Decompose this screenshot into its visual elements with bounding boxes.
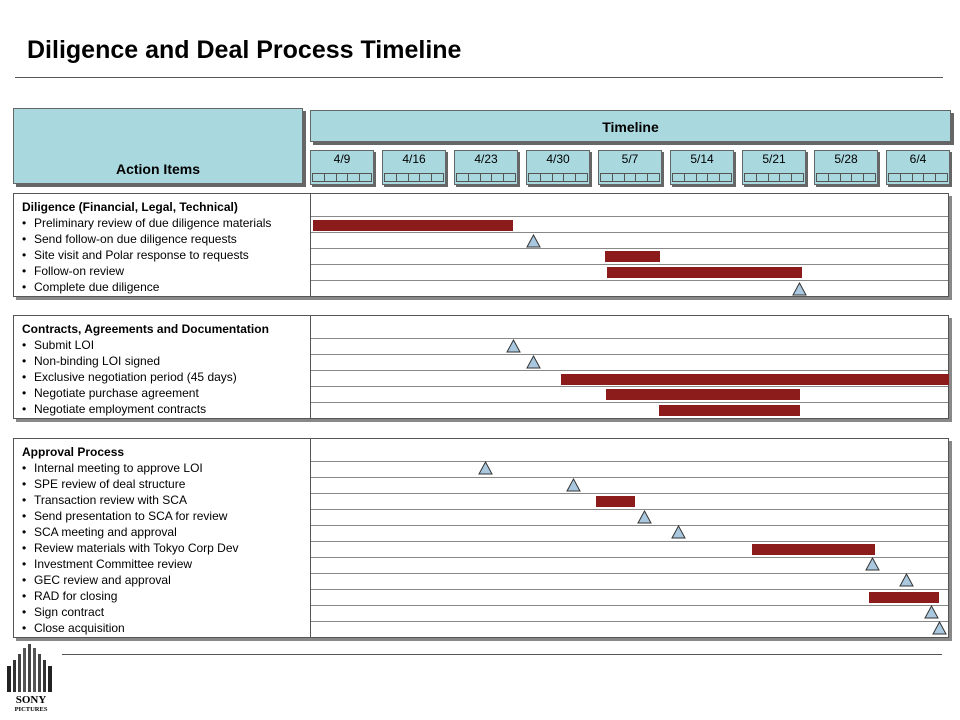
- milestone-icon: [506, 339, 521, 353]
- week-label: 6/4: [909, 152, 927, 166]
- week-header: [742, 150, 806, 185]
- action-items-label: Action Items: [115, 161, 200, 177]
- week-label: 4/9: [333, 152, 351, 166]
- timeline-grid: [311, 316, 948, 418]
- timeline-bar: [605, 251, 660, 262]
- timeline-grid: [311, 439, 948, 637]
- logo-line2: PICTURES: [14, 706, 48, 713]
- week-label: 5/21: [762, 152, 786, 166]
- sony-pictures-logo: [5, 640, 59, 714]
- timeline-bar: [869, 592, 939, 603]
- week-header: [526, 150, 590, 185]
- logo-rays-icon: [7, 644, 52, 692]
- logo-line1: SONY: [15, 694, 47, 706]
- action-item: • Complete due diligence: [22, 280, 160, 294]
- week-days: [312, 173, 372, 182]
- action-item: • Negotiate employment contracts: [22, 402, 207, 416]
- week-header: [598, 150, 662, 185]
- timeline-bar: [313, 220, 513, 231]
- grid-line: [311, 525, 948, 526]
- timeline-bar: [752, 544, 875, 555]
- grid-line: [311, 248, 948, 249]
- action-item: • Send follow-on due diligence requests: [22, 232, 237, 246]
- approval-section: [13, 438, 949, 638]
- grid-line: [311, 541, 948, 542]
- grid-line: [311, 354, 948, 355]
- section-title: Contracts, Agreements and Documentation: [22, 322, 269, 336]
- week-days: [528, 173, 588, 182]
- action-item: • Negotiate purchase agreement: [22, 386, 199, 400]
- week-header: [814, 150, 878, 185]
- milestone-icon: [865, 557, 880, 571]
- action-item: • Send presentation to SCA for review: [22, 509, 228, 523]
- page-title: Diligence and Deal Process Timeline: [27, 36, 462, 64]
- action-item: • Follow-on review: [22, 264, 125, 278]
- milestone-icon: [899, 573, 914, 587]
- milestone-icon: [478, 461, 493, 475]
- action-item: • RAD for closing: [22, 589, 118, 603]
- timeline-bar: [561, 374, 949, 385]
- milestone-icon: [792, 282, 807, 296]
- grid-line: [311, 477, 948, 478]
- action-item: • Sign contract: [22, 605, 105, 619]
- title-divider: [15, 77, 943, 78]
- grid-line: [311, 370, 948, 371]
- milestone-icon: [671, 525, 686, 539]
- grid-line: [311, 338, 948, 339]
- timeline-label: Timeline: [602, 119, 659, 135]
- action-item: • Close acquisition: [22, 621, 125, 635]
- action-item: • Non-binding LOI signed: [22, 354, 161, 368]
- timeline-bar: [659, 405, 800, 416]
- grid-line: [311, 605, 948, 606]
- section-title: Diligence (Financial, Legal, Technical): [22, 200, 238, 214]
- grid-line: [311, 557, 948, 558]
- grid-line: [311, 509, 948, 510]
- week-days: [888, 173, 948, 182]
- week-days: [744, 173, 804, 182]
- grid-line: [311, 232, 948, 233]
- action-item: • GEC review and approval: [22, 573, 171, 587]
- week-label: 5/7: [621, 152, 639, 166]
- action-item: • Internal meeting to approve LOI: [22, 461, 203, 475]
- timeline-header: [310, 110, 951, 142]
- grid-line: [311, 573, 948, 574]
- grid-line: [311, 280, 948, 281]
- milestone-icon: [924, 605, 939, 619]
- milestone-icon: [566, 478, 581, 492]
- grid-line: [311, 493, 948, 494]
- week-header: [454, 150, 518, 185]
- week-label: 5/28: [834, 152, 858, 166]
- grid-line: [311, 621, 948, 622]
- milestone-icon: [932, 621, 947, 635]
- grid-line: [311, 216, 948, 217]
- milestone-icon: [526, 234, 541, 248]
- timeline-grid: [311, 194, 948, 296]
- week-label: 4/23: [474, 152, 498, 166]
- grid-line: [311, 461, 948, 462]
- timeline-bar: [596, 496, 635, 507]
- week-days: [384, 173, 444, 182]
- week-label: 4/30: [546, 152, 570, 166]
- milestone-icon: [637, 510, 652, 524]
- contracts-items: [22, 321, 308, 417]
- action-item: • Preliminary review of due diligence materials: [22, 216, 272, 230]
- timeline-bar: [607, 267, 802, 278]
- grid-line: [311, 589, 948, 590]
- approval-items: [22, 444, 308, 636]
- action-item: • Review materials with Tokyo Corp Dev: [22, 541, 239, 555]
- action-item: • SPE review of deal structure: [22, 477, 186, 491]
- action-item: • Exclusive negotiation period (45 days): [22, 370, 237, 384]
- week-label: 4/16: [402, 152, 426, 166]
- milestone-icon: [526, 355, 541, 369]
- week-header: [886, 150, 950, 185]
- action-item: • Submit LOI: [22, 338, 95, 352]
- timeline-bar: [606, 389, 800, 400]
- section-title: Approval Process: [22, 445, 125, 459]
- action-item: • Site visit and Polar response to requests: [22, 248, 249, 262]
- week-days: [600, 173, 660, 182]
- grid-line: [311, 264, 948, 265]
- week-days: [816, 173, 876, 182]
- grid-line: [311, 402, 948, 403]
- action-items-header: [13, 108, 303, 184]
- week-header: [310, 150, 374, 185]
- diligence-items: [22, 199, 308, 295]
- footer-divider: [62, 654, 942, 655]
- action-item: • Investment Committee review: [22, 557, 193, 571]
- week-days: [672, 173, 732, 182]
- week-header: [382, 150, 446, 185]
- week-days: [456, 173, 516, 182]
- grid-line: [311, 386, 948, 387]
- diligence-section: [13, 193, 949, 297]
- week-header: [670, 150, 734, 185]
- action-item: • SCA meeting and approval: [22, 525, 177, 539]
- action-item: • Transaction review with SCA: [22, 493, 187, 507]
- week-label: 5/14: [690, 152, 714, 166]
- contracts-section: [13, 315, 949, 419]
